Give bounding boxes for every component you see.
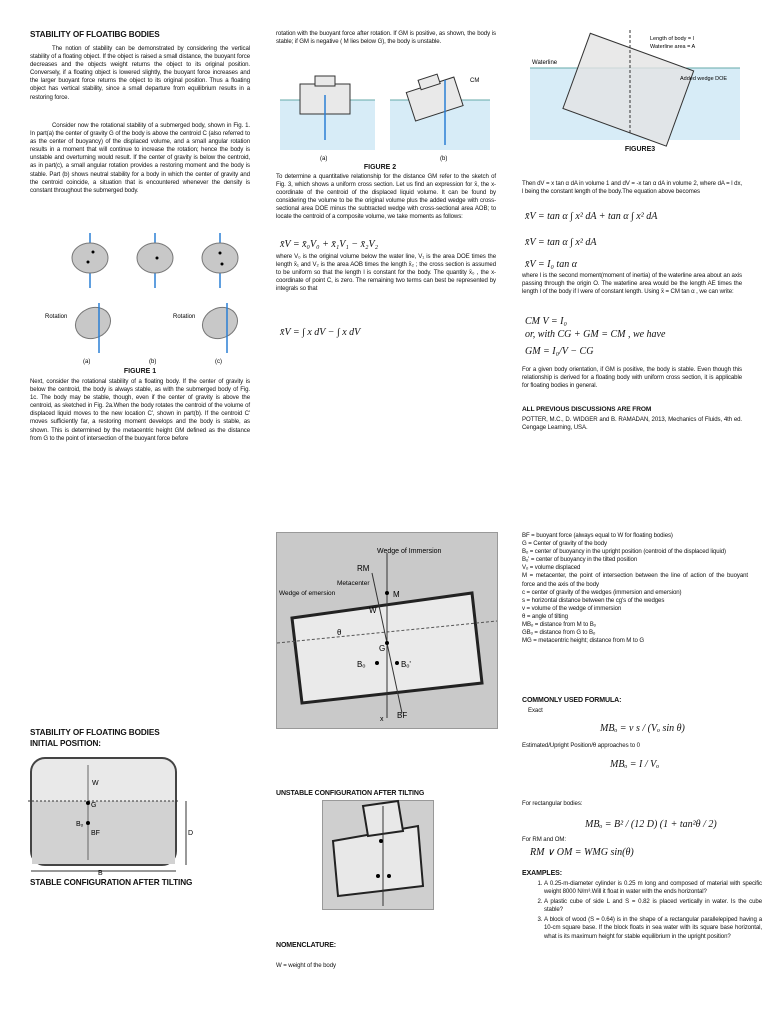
nom-item: GBₒ = distance from G to Bₒ: [522, 629, 596, 637]
nom-item: Vₒ = volume displaced: [522, 564, 581, 572]
para-dv: Then dV = x tan α dA in volume 1 and dV = -x tan α dA in volume 2, where dA = l dx, l being the constant length of the body.The equation above becomes: [522, 180, 742, 196]
figure-2: [280, 70, 490, 162]
photo-m: M: [393, 590, 400, 599]
initial-title-2: INITIAL POSITION:: [30, 739, 101, 748]
formula-title: COMMONLY USED FORMULA:: [522, 697, 622, 704]
fig3-wedge-label: Added wedge DOE: [680, 76, 728, 82]
eq-tan-single: x̄V = tan α ∫ x² dA: [525, 237, 597, 248]
example-item: 3. A block of wood (S = 0.64) is in the shape of a rectangular parallelepiped having a 10-cm square base. If the block floats in sea water with its square base horizontal, what is its maximum height for stable equilibrium in the upright position?: [544, 916, 762, 940]
init-b-label: B: [98, 870, 103, 877]
fig2-label-a: (a): [320, 156, 328, 162]
para-quantitative: To determine a quantitative relationship for the distance GM refer to the sketch of Fig. 3, which shows a uniform cross section. Let us find an expression for x̄, the x-coordinate of the centroid of the displaced liquid volume. It can be found by considering the volume to be the original volume plus the added wedge with cross-sectional area DOE minus the subtracted wedge with cross-sectional area AOB; to locate the centroid of a composite volume, we take moments as follows:: [276, 173, 496, 221]
fig1-rotated-c: [197, 302, 242, 353]
figure-1: [45, 228, 255, 366]
photo-metacenter: Metacenter: [337, 580, 370, 587]
photo-g: G: [379, 644, 386, 653]
nom-item: Bₒ' = center of buoyancy in the tilted position: [522, 556, 638, 564]
init-bf-label: BF: [91, 830, 100, 837]
eq-integrals: x̄V = ∫ x dV − ∫ x dV: [280, 327, 361, 338]
eq-gm: GM = I₀/V − CG: [525, 346, 594, 357]
eq-rect: MBₒ = B² / (12 D) (1 + tan²θ / 2): [585, 819, 717, 830]
approx-label: Estimated/Upright Position/θ approaches to 0: [522, 742, 640, 749]
fig2-caption: FIGURE 2: [363, 164, 397, 171]
fig1-label-b: (b): [149, 359, 157, 365]
fig2-cm-label: CM: [470, 78, 480, 84]
nom-item: MBₒ = distance from M to Bₒ: [522, 621, 596, 629]
fig1-rotation-label-c: Rotation: [173, 314, 196, 320]
nomenclature-w: W = weight of the body: [276, 962, 336, 969]
unstable-title: UNSTABLE CONFIGURATION AFTER TILTING: [276, 790, 425, 797]
rm-label: For RM and OM:: [522, 836, 566, 843]
para-second-moment: where I is the second moment(moment of inertia) of the waterline area about an axis passing through the origin O. The waterline area would be the length AE times the length l of the body if l were of constant length. Using x̄ = CM tan α , we can write:: [522, 272, 742, 296]
nomenclature-title: NOMENCLATURE:: [276, 942, 337, 949]
nom-item: BF = buoyant force (always equal to W for floating bodies): [522, 532, 673, 539]
init-bo-label: Bₒ: [76, 821, 84, 828]
eq-composite-centroid: x̄V = x̄₀V₀ + x̄₁V₁ − x̄₂V₂: [280, 239, 379, 250]
eq-tan-integrals: x̄V = tan α ∫ x² dA + tan α ∫ x² dA: [525, 211, 658, 222]
example-item: 1. A 0.25-m-diameter cylinder is 0.25 m long and composed of material with specific weight 8000 N/m³.Will it float in water with the ends horizontal?: [544, 880, 762, 896]
rect-label: For rectangular bodies:: [522, 800, 583, 807]
fig1-rotated-a: [70, 302, 115, 353]
eq-inertia: x̄V = I₀ tan α: [525, 259, 577, 270]
doc-title: STABILITY OF FLOATIBG BODIES: [30, 30, 160, 39]
example-item: 2. A plastic cube of side L and S = 0.82 is placed vertically in water. Is the cube stable?: [544, 898, 762, 914]
photo-bo2: Bₒ': [401, 660, 411, 669]
para-intro: The notion of stability can be demonstrated by considering the vertical stability of a floating object. If the object is raised a small distance, the buoyant force decreases and the objects weight returns the object to its original position. Conversely, if a floating object is lowered slightly, the buoyant force increases and the larger buoyant force returns the object to its original position. Thus a floating object has vertical stability, since a small departure from equilibrium results in a restoring force.: [30, 45, 250, 101]
fig3-waterline-label: Waterline: [532, 60, 558, 66]
para-volumes: where V₀ is the original volume below the water line, V₁ is the area DOE times the length x̄₁ and V₂ is the area AOB times the length x̄₂ ; the cross section is assumed to be uniform so that the length l is constant for the body. The quantity x̄₀ , the x-coordinate of point C, is zero. The remaining two terms can best be represented by integrals so that: [276, 253, 496, 293]
fig1-body-b: [137, 233, 173, 288]
eq-rm: RM ∨ OM = WMG sin(θ): [530, 847, 634, 858]
nom-item: c = center of gravity of the wedges (immersion and emersion): [522, 588, 682, 596]
init-w-label: W: [92, 780, 99, 787]
eq-cmv: CM V = I₀: [525, 316, 567, 327]
photo-theta: θ: [337, 628, 342, 637]
photo-rm: RM: [357, 564, 370, 573]
eq-approx: MBₒ = I / Vₒ: [610, 759, 660, 770]
nom-item: M = metacenter, the point of intersection between the line of action of the buoyant force and the axis of the body: [522, 572, 748, 588]
init-d-label: D: [188, 830, 194, 837]
fig1-caption: FIGURE 1: [123, 368, 157, 375]
photo-wedge-imm: Wedge of Immersion: [377, 548, 442, 555]
photo-wedge-em: Wedge of emersion: [279, 590, 336, 597]
photo-bo: Bₒ: [357, 660, 366, 669]
nom-item: Bₒ = center of buoyancy in the upright position (centroid of the displaced liquid): [522, 548, 726, 556]
fig1-label-a: (a): [83, 359, 91, 365]
para-floating: Next, consider the rotational stability of a floating body. If the center of gravity is below the centroid, the body is always stable, as with the submerged body of Fig. 1c. The body may be stable, though, even if the center of gravity is above the centroid, as sketched in Fig. 2a.When the body rotates the centroid of the volume of displaced liquid moves to the new location C', shown in part(b). If the centroid C' moves sufficiently far, a restoring moment develops and the body is stable, as shown. This is determined by the metacentric height GM defined as the distance from G to the point of intersection of the buoyant force before: [30, 378, 250, 442]
stable-tilted-photo: [276, 532, 498, 729]
initial-position-diagram: [28, 755, 203, 875]
examples-title: EXAMPLES:: [522, 870, 562, 877]
unstable-tilted-photo: [322, 800, 434, 910]
fig1-body-c: [202, 233, 238, 288]
fig1-rotation-label-a: Rotation: [45, 314, 68, 320]
photo-bf: BF: [397, 711, 408, 720]
photo-w: W: [369, 606, 377, 615]
fig1-label-c: (c): [215, 359, 222, 365]
fig1-body-a: [72, 233, 108, 288]
eq-exact: MBₒ = v s / (Vₒ sin θ): [600, 723, 685, 734]
stable-title: STABLE CONFIGURATION AFTER TILTING: [30, 878, 193, 887]
para-given-orientation: For a given body orientation, if GM is positive, the body is stable. Even though this relationship is derived for a floating body with uniform cross section, it is applicable for floating bodies in general.: [522, 366, 742, 390]
nom-item: s = horizontal distance between the cg's of the wedges: [522, 596, 665, 604]
photo-x: x: [380, 716, 384, 723]
nomenclature-list: [522, 532, 748, 645]
nom-item: MG = metacentric height; distance from M to G: [522, 637, 644, 645]
initial-title-1: STABILITY OF FLOATING BODIES: [30, 728, 160, 737]
exact-label: Exact: [528, 707, 543, 714]
fig3-caption: FIGURE3: [624, 146, 656, 153]
nom-item: v = volume of the wedge of immersion: [522, 604, 622, 612]
para-metacentric: rotation with the buoyant force after rotation. If GM is positive, as shown, the body is stable; if GM is negative ( M lies below G), the body is unstable.: [276, 30, 496, 46]
fig2-label-b: (b): [440, 156, 448, 162]
init-g-label: G: [91, 802, 97, 809]
reference-title: ALL PREVIOUS DISCUSSIONS ARE FROM: [522, 406, 652, 413]
examples-list: [524, 880, 762, 943]
reference-text: POTTER, M.C., D. WIDGER and B. RAMADAN, 2013, Mechanics of Fluids, 4th ed. Cengage Learning, USA.: [522, 416, 742, 432]
eq-cg-gm: or, with CG + GM = CM , we have: [525, 329, 666, 340]
nom-item: G = Center of gravity of the body: [522, 540, 607, 548]
nom-item: θ = angle of tilting: [522, 612, 568, 620]
para-rotational: Consider now the rotational stability of a submerged body, shown in Fig. 1. In part(a) the center of gravity G of the body is above the centroid C (also referred to as the center of buoyancy) of the displaced volume, and a small angular rotation results in a moment that will continue to increase the rotation; hence the body is unstable and overturning would result. If the center of gravity is below the centroid, as in part(c), a small angular rotation provides a restoring moment and the body is stable. Part (b) shows neutral stability for a body in which the center of gravity and the centroid coincide, a situation that is encountered whenever the density is constant throughout the submerged body.: [30, 122, 250, 194]
figure-3: [530, 30, 740, 140]
fig3-length-label: Length of body = l: [650, 36, 694, 42]
fig3-area-label: Waterline area = A: [650, 44, 696, 50]
